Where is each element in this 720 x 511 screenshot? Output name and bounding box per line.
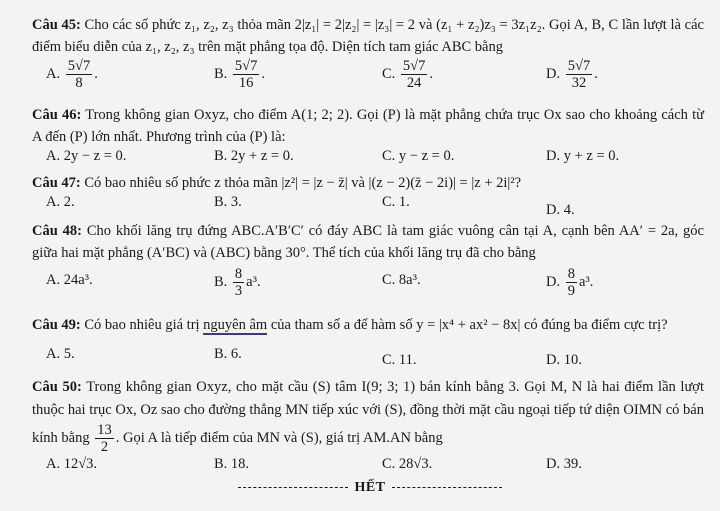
option-a[interactable]: A. 24a³.: [46, 272, 93, 288]
question-label: Câu 49:: [32, 317, 81, 333]
options-49: [46, 346, 706, 372]
question-label: Câu 46:: [32, 107, 82, 123]
option-a[interactable]: A. 12√3.: [46, 456, 98, 472]
question-47: [32, 172, 704, 194]
option-c[interactable]: C. $\frac{5√7}{24}$ .: [382, 58, 434, 91]
question-text: Trong không gian Oxyz, cho điểm A(1; 2; 2). Gọi (P) là mặt phẳng chứa trục Ox sao cho khoảng cách từ A đến (P) lớn nhất. Phương trình của (P) là:: [32, 107, 704, 145]
option-b[interactable]: B. $\frac{5√7}{16}$ .: [214, 58, 266, 91]
option-b[interactable]: B. 18.: [214, 456, 250, 472]
option-a[interactable]: A. 2.: [46, 194, 75, 210]
question-label: Câu 45:: [32, 17, 81, 33]
question-49: [32, 314, 704, 336]
question-label: Câu 47:: [32, 175, 81, 191]
question-label: Câu 48:: [32, 223, 82, 239]
option-d[interactable]: D. $\frac{5√7}{32}$ .: [546, 58, 598, 91]
option-c[interactable]: C. y − z = 0.: [382, 148, 455, 164]
end-marker: [220, 480, 520, 496]
divider: [238, 487, 348, 488]
question-text-before: Có bao nhiêu giá trị: [84, 317, 204, 333]
option-d[interactable]: D. 10.: [546, 352, 582, 368]
option-d[interactable]: D. y + z = 0.: [546, 148, 620, 164]
option-a[interactable]: A. $\frac{5√7}{8}$ .: [46, 58, 98, 91]
question-label: Câu 50:: [32, 379, 82, 395]
option-c[interactable]: C. 1.: [382, 194, 410, 210]
option-b[interactable]: B. 6.: [214, 346, 242, 362]
option-b[interactable]: B. 2y + z = 0.: [214, 148, 294, 164]
options-47: [46, 194, 706, 220]
option-b[interactable]: B. $\frac{8}{3}$ a³.: [214, 266, 261, 299]
option-c[interactable]: C. 11.: [382, 352, 417, 368]
option-d[interactable]: D. $\frac{8}{9}$ a³.: [546, 266, 594, 299]
options-45: [46, 58, 706, 102]
options-48: [46, 266, 706, 306]
question-text: Có bao nhiêu số phức z thỏa mãn |z²| = |z − z̄| và |(z − 2)(z̄ − 2i)| = |z + 2i|²?: [84, 175, 522, 191]
underlined-phrase: nguyên âm: [203, 317, 268, 333]
option-a[interactable]: A. 2y − z = 0.: [46, 148, 127, 164]
question-text-after: của tham số a để hàm số y = |x⁴ + ax² − 8x| có đúng ba điểm cực trị?: [267, 317, 668, 333]
question-text-before: Trong không gian Oxyz, cho mặt cầu (S) tâm I(9; 3; 1) bán kính bằng 3. Gọi M, N là hai điểm lần lượt thuộc hai trục Ox, Oz sao cho đường thẳng MN tiếp xúc với (S), đồng thời mặt cầu ngoại tiếp tứ diện OIMN có bán kính bằng: [32, 379, 704, 446]
option-b[interactable]: B. 3.: [214, 194, 242, 210]
question-text-after: . Gọi A là tiếp điểm của MN và (S), giá trị AM.AN bằng: [115, 429, 443, 446]
question-text: Cho các số phức z₁, z₂, z₃ thỏa mãn 2|z₁| = 2|z₂| = |z₃| = 2 và (z₁ + z₂)z₃ = 3z₁z₂. Gọi A, B, C lần lượt là các điểm biểu diễn của z₁, z₂, z₃ trên mặt phẳng tọa độ. Diện tích tam giác ABC bằng: [32, 17, 704, 55]
options-50: [46, 456, 706, 482]
question-45: [32, 14, 704, 58]
question-50: Câu 50: Trong không gian Oxyz, cho mặt cầu (S) tâm I(9; 3; 1) bán kính bằng 3. Gọi M, N là hai điểm lần lượt thuộc hai trục Ox, Oz sao cho đường thẳng MN tiếp xúc với (S), đồng thời mặt cầu ngoại tiếp tứ diện OIMN có bán kính bằng $\frac{13}{2}$ . Gọi A là tiếp điểm của MN và (S), giá trị AM.AN bằng: [32, 379, 704, 455]
question-text: Cho khối lăng trụ đứng ABC.A′B′C′ có đáy ABC là tam giác vuông cân tại A, cạnh bên AA′ = 2a, góc giữa hai mặt phẳng (A′BC) và (ABC) bằng 30°. Thể tích của khối lăng trụ đã cho bằng: [32, 223, 704, 261]
options-46: [46, 148, 706, 174]
option-d[interactable]: D. 4.: [546, 202, 575, 218]
end-label: HẾT: [354, 480, 386, 495]
option-a[interactable]: A. 5.: [46, 346, 75, 362]
divider: [392, 487, 502, 488]
option-c[interactable]: C. 8a³.: [382, 272, 421, 288]
question-48: [32, 220, 704, 264]
option-c[interactable]: C. 28√3.: [382, 456, 433, 472]
option-d[interactable]: D. 39.: [546, 456, 582, 472]
question-46: [32, 104, 704, 148]
